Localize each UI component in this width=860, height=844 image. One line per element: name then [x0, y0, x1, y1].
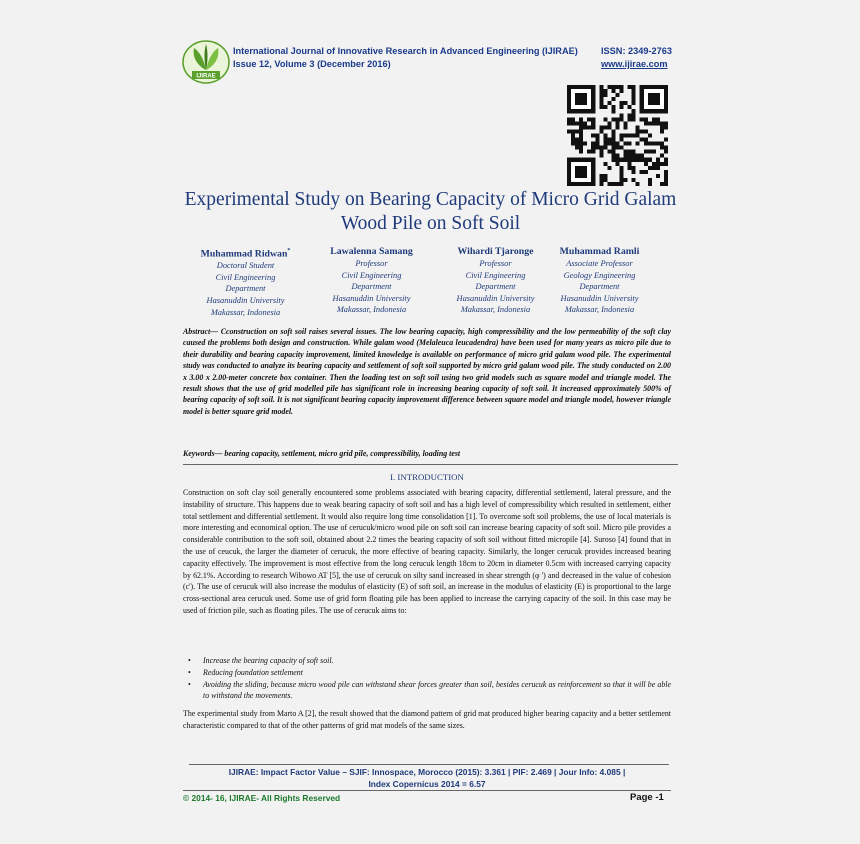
author-block-4 [537, 245, 662, 316]
section-heading: I. INTRODUCTION [390, 472, 464, 482]
keywords: Keywords— bearing capacity, settlement, micro grid pile, compressibility, loading test [183, 449, 461, 458]
author-city: Makassar, Indonesia [210, 307, 281, 317]
journal-url-link[interactable]: www.ijirae.com [601, 59, 668, 69]
author-dept-2: Department [579, 282, 620, 292]
author-university: Hasanuddin University [332, 293, 411, 303]
author-role: Professor [479, 259, 512, 268]
logo-text: IJIRAE [196, 73, 216, 80]
journal-name: International Journal of Innovative Research in Advanced Engineering (IJIRAE) [233, 46, 578, 56]
author-dept-2: Department [475, 282, 516, 292]
paper-title: Experimental Study on Bearing Capacity of Micro Grid Galam Wood Pile on Soft Soil [184, 189, 677, 234]
author-dept: Civil Engineering [341, 270, 402, 280]
ijirae-logo [182, 40, 230, 84]
copyright: © 2014- 16, IJIRAE- All Rights Reserved [183, 793, 341, 803]
footer-divider-2 [183, 790, 671, 791]
author-role: Professor [355, 259, 388, 268]
author-dept: Civil Engineering [465, 270, 526, 280]
author-dept-2: Department [351, 282, 392, 292]
page-number: Page -1 [630, 792, 664, 803]
author-superscript: * [287, 248, 291, 254]
author-name: Wihardi Tjaronge [457, 246, 534, 257]
author-dept: Civil Engineering [215, 272, 276, 282]
footer-divider [189, 764, 669, 765]
author-name: Lawalenna Samang [330, 246, 413, 257]
aims-list [183, 655, 671, 702]
section-divider [183, 464, 678, 465]
list-item: • Reducing foundation settlement [183, 667, 671, 679]
author-city: Makassar, Indonesia [564, 305, 635, 315]
issue-volume: Issue 12, Volume 3 (December 2016) [233, 59, 391, 69]
abstract: Abstract— Cconstruction on soft soil raises several issues. The low bearing capacity, high compressibility and the low permeability of the soft clay caused the problems both design and construction. While galam wood (Melaleuca leucadendra) have been used for many years as micro pile due to their durability and bearing capacity improvement, limited knowledge is available on performance of micro grid galam wood pile. The experimental study was conducted to analyze its bearing capacity and settlement of soft soil supported by micro grid galam wood pile. The study conducted on 2.00 x 3.00 x 2.00-meter concrete box container. Then the loading test on soft soil using two grid models such as square model and triangle model. The result shows that the use of grid modelled pile has significant role in increasing bearing capacity of soft soil. It increased approximately 500% of bearing capacity of soft soil. It is not significant bearing capacity improvement difference between square model and triangle model, however triangle model is better square grid model. [183, 327, 671, 416]
author-university: Hasanuddin University [206, 296, 285, 306]
author-role: Doctoral Student [216, 261, 275, 271]
intro-paragraph-2: The experimental study from Marto A [2], the result showed that the diamond pattern of grid mat produced higher bearing capacity and a better settlement characteristic compared to that of the other patterns of grid mat models of the same sizes. [183, 709, 671, 730]
list-item: • Avoiding the sliding, because micro wood pile can withstand shear forces greater than soil, besides cerucuk as reinforcement so that it will be able to withstand the movements. [183, 679, 671, 703]
author-name: Muhammad Ramli [559, 246, 640, 257]
footer-impact-factor: IJIRAE: Impact Factor Value – SJIF: Innospace, Morocco (2015): 3.361 | PIF: 2.469 | Jour Info: 4.085 | [228, 767, 626, 777]
author-dept-2: Department [225, 284, 266, 294]
issn: ISSN: 2349-2763 [601, 46, 672, 56]
author-city: Makassar, Indonesia [336, 305, 407, 315]
author-role: Associate Professor [566, 259, 633, 268]
author-university: Hasanuddin University [560, 293, 639, 303]
author-block-2 [309, 245, 434, 316]
author-block-1 [183, 245, 308, 318]
qr-code [567, 85, 668, 186]
intro-paragraph-1: Construction on soft clay soil generally encountered some problems associated with bearing capacity, differential settlementl, lateral pressure, and the instability of structure. This happens due to weak bearing capacity of soft soil and has a high level of compressibility which resulted in settlement, either total settlement and differential settlement. It would also require long time consolidation [1]. To overcome soft soil problems, the use of local materials is more interesting and economical option. The use of cerucuk/micro wood pile on soft soil can increase bearing capacity of soft soil. Micro pile provides a considerable contribution to the soft soil, obtained about 2.2 times the bearing capacity of soft soil without fitted micropile [4]. Suroso [4] found that in the use of ceucuk, the larger the diameter of cerucuk, the more effective of bearing capacity. Similarly, the longer cerucuk provides increased bearing capacity effectively. The improvement is most effective from the long cerucuk length 18cm to 20cm in diameter 0.5cm with increased carrying capacity by 62.1%. According to research Wibowo AT [5], the use of cerucuk on silty sand increased in shear strength (φ ') and decreased in the value of cohesion (c'). The use of cerucuk will also increase the modulus of elasticity (E) of soft soil, an increase in the modulus of elasticity (E) is proportional to the large cross-sectional area cerucuk used. Some use of grid form floating pile has been applied to increase the carrying capacity of the soil. In this case may be used of friction pile, such as floating piles. The use of cerucuk aims to: [183, 488, 671, 615]
author-name: Muhammad Ridwan [200, 248, 288, 260]
list-item: • Increase the bearing capacity of soft soil. [183, 655, 671, 667]
author-dept: Geology Engineering [563, 270, 636, 280]
footer-index-copernicus: Index Copernicus 2014 = 6.57 [368, 779, 486, 789]
author-university: Hasanuddin University [456, 293, 535, 303]
author-city: Makassar, Indonesia [460, 305, 531, 315]
